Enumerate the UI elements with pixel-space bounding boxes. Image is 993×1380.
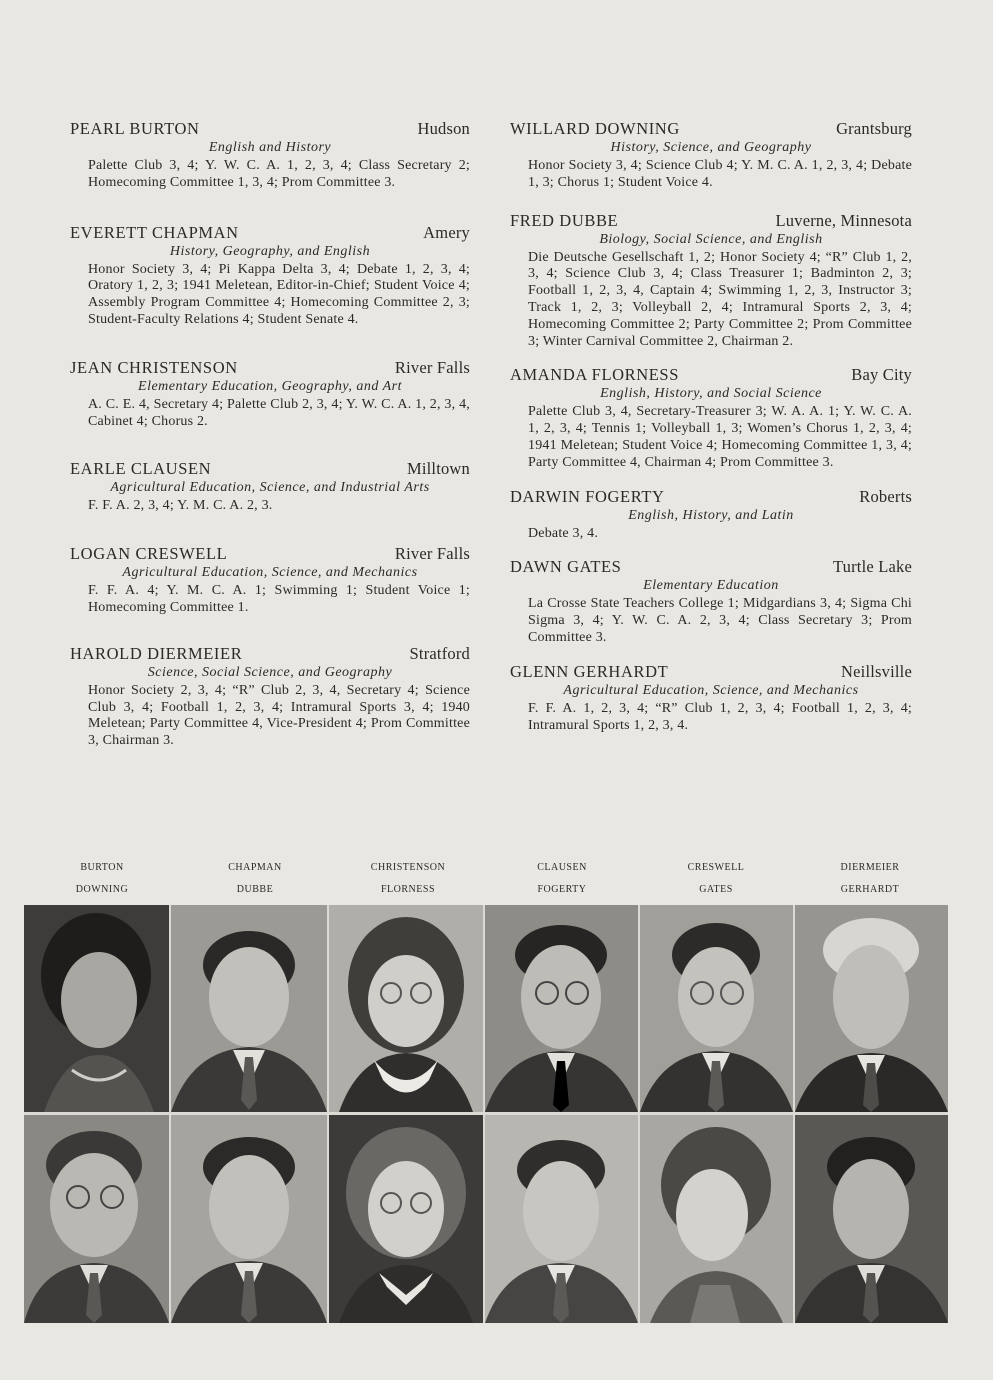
hometown: Stratford	[409, 643, 470, 663]
photo-caption: CHRISTENSON	[370, 862, 446, 873]
photo-caption: DUBBE	[236, 884, 274, 895]
hometown: Amery	[423, 222, 470, 242]
student-name: AMANDA FLORNESS	[510, 365, 679, 385]
student-name: LOGAN CRESWELL	[70, 544, 228, 564]
portrait-gerhardt	[795, 1115, 948, 1323]
hometown: Luverne, Minnesota	[775, 210, 912, 230]
portrait-diermeier	[795, 905, 948, 1112]
hometown: Hudson	[417, 119, 470, 138]
hometown: Bay City	[851, 365, 912, 385]
activities: Debate 3, 4.	[528, 525, 599, 541]
student-name: EARLE CLAUSEN	[70, 459, 212, 479]
student-name: HAROLD DIERMEIER	[70, 643, 243, 663]
portrait-florness	[329, 1115, 483, 1323]
photo-caption: DIERMEIER	[840, 862, 900, 873]
hometown: Grantsburg	[836, 119, 912, 138]
photo-caption: CLAUSEN	[537, 862, 587, 873]
entry-florness	[510, 364, 912, 471]
subjects: History, Geography, and English	[169, 243, 371, 259]
photo-caption: CRESWELL	[687, 862, 745, 873]
entry-gates	[510, 556, 912, 646]
photo-caption: FOGERTY	[537, 884, 587, 895]
portrait-clausen	[485, 905, 638, 1112]
subjects: Agricultural Education, Science, and Mechanics	[563, 682, 859, 698]
portrait-gates	[640, 1115, 793, 1323]
subjects: Elementary Education	[643, 578, 779, 594]
subjects: Biology, Social Science, and English	[599, 231, 823, 247]
portrait-dubbe	[171, 1115, 327, 1323]
student-name: EVERETT CHAPMAN	[70, 222, 239, 242]
subjects: Agricultural Education, Science, and Industrial Arts	[110, 480, 430, 496]
portrait-christenson	[329, 905, 483, 1112]
portrait-downing	[24, 1115, 169, 1323]
right-column	[510, 118, 912, 734]
photo-caption: CHAPMAN	[228, 862, 282, 873]
entry-creswell	[70, 543, 470, 617]
student-name: WILLARD DOWNING	[510, 119, 680, 138]
student-name: PEARL BURTON	[70, 119, 200, 138]
student-name: FRED DUBBE	[510, 210, 619, 230]
activities: Palette Club 3, 4, Secretary-Treasurer 3; W. A. A. 1; Y. W. C. A. 1, 2, 3, 4; Tennis 1; Volleyball 1, 3; Women’s Chorus 1, 2, 3, 4; 1941 Meletean; Student Voice 4; Homecoming Committee 1, 3, 4; Party Committee 4, Chairman 4; Prom Committee 3.	[528, 404, 912, 470]
hometown: River Falls	[394, 544, 470, 564]
activities: Honor Society 3, 4; Science Club 4; Y. M. C. A. 1, 2, 3, 4; Debate 1, 3; Chorus 1; Student Voice 4.	[528, 158, 912, 190]
activities: F. F. A. 1, 2, 3, 4; “R” Club 1, 2, 3, 4; Football 1, 2, 3, 4; Intramural Sports 1, 2, 3, 4.	[528, 700, 912, 733]
hometown: Turtle Lake	[832, 557, 912, 577]
entry-dubbe	[510, 210, 912, 351]
subjects: Agricultural Education, Science, and Mechanics	[122, 565, 418, 581]
portrait-grid	[24, 905, 948, 1323]
activities: A. C. E. 4, Secretary 4; Palette Club 2, 3, 4; Y. W. C. A. 1, 2, 3, 4, Cabinet 4; Chorus 2.	[88, 396, 470, 429]
activities: Honor Society 3, 4; Pi Kappa Delta 3, 4; Debate 1, 2, 3, 4; Oratory 1, 2, 3; 1941 Meletean, Editor-in-Chief; Student Voice 4; Assembly Program Committee 4; Homecoming Committee 2, 3; Student-Faculty Relations 4; Student Senate 4.	[88, 261, 470, 327]
entry-downing	[510, 118, 912, 192]
entry-diermeier	[70, 643, 470, 750]
subjects: English and History	[208, 140, 332, 155]
activities: Palette Club 3, 4; Y. W. C. A. 1, 2, 3, 4; Class Secretary 2; Homecoming Committee 1, 3, 4; Prom Committee 3.	[88, 158, 470, 190]
subjects: English, History, and Social Science	[600, 386, 822, 402]
activities: Honor Society 2, 3, 4; “R” Club 2, 3, 4, Secretary 4; Science Club 3, 4; Football 1, 2, 3, 4; Intramural Sports 3, 4; 1940 Meletean; Party Committee 4, Vice-President 4; Prom Committee 3, Chairman 3.	[88, 682, 470, 749]
subjects: Elementary Education, Geography, and Art	[138, 378, 402, 394]
student-name: DAWN GATES	[510, 557, 622, 577]
entry-fogerty	[510, 486, 912, 543]
activities: La Crosse State Teachers College 1; Midgardians 3, 4; Sigma Chi Sigma 3, 4; Y. W. C. A. 2, 3, 4; Class Secretary 3; Prom Committee 3.	[528, 596, 912, 645]
hometown: Neillsville	[841, 661, 912, 681]
portrait-fogerty	[485, 1115, 638, 1323]
entry-burton	[70, 118, 470, 192]
activities: Die Deutsche Gesellschaft 1, 2; Honor Society 4; “R” Club 1, 2, 3, 4; Science Club 3, 4; Class Treasurer 1; Badminton 2, 3; Football 1, 2, 3, 4, Captain 4; Swimming 1, 2, 3, Instructor 3; Track 1, 2, 3; Volleyball 2, 4; Intramural Sports 2, 3, 4; Homecoming Committee 2; Party Committee 2; Prom Committee 3; Winter Carnival Committee 2, Chairman 2.	[528, 249, 912, 349]
subjects: Science, Social Science, and Geography	[147, 664, 393, 680]
entry-clausen	[70, 458, 470, 515]
entry-gerhardt	[510, 661, 912, 735]
student-name: JEAN CHRISTENSON	[70, 357, 238, 377]
student-name: DARWIN FOGERTY	[510, 486, 665, 506]
portrait-burton	[24, 905, 169, 1112]
portrait-chapman	[171, 905, 327, 1112]
photo-caption: GATES	[699, 884, 733, 895]
entry-chapman	[70, 222, 470, 329]
subjects: History, Science, and Geography	[610, 140, 812, 155]
photo-caption: GERHARDT	[840, 884, 900, 895]
portrait-creswell	[640, 905, 793, 1112]
photo-caption: BURTON	[80, 862, 124, 873]
hometown: River Falls	[394, 357, 470, 377]
entry-christenson	[70, 357, 470, 431]
activities: F. F. A. 2, 3, 4; Y. M. C. A. 2, 3.	[88, 498, 273, 514]
hometown: Roberts	[859, 486, 912, 506]
subjects: English, History, and Latin	[628, 507, 794, 523]
activities: F. F. A. 4; Y. M. C. A. 1; Swimming 1; Student Voice 1; Homecoming Committee 1.	[88, 583, 470, 615]
photo-caption: DOWNING	[75, 884, 129, 895]
left-column	[70, 118, 470, 750]
student-name: GLENN GERHARDT	[510, 661, 669, 681]
hometown: Milltown	[406, 459, 470, 479]
photo-caption: FLORNESS	[380, 884, 436, 895]
